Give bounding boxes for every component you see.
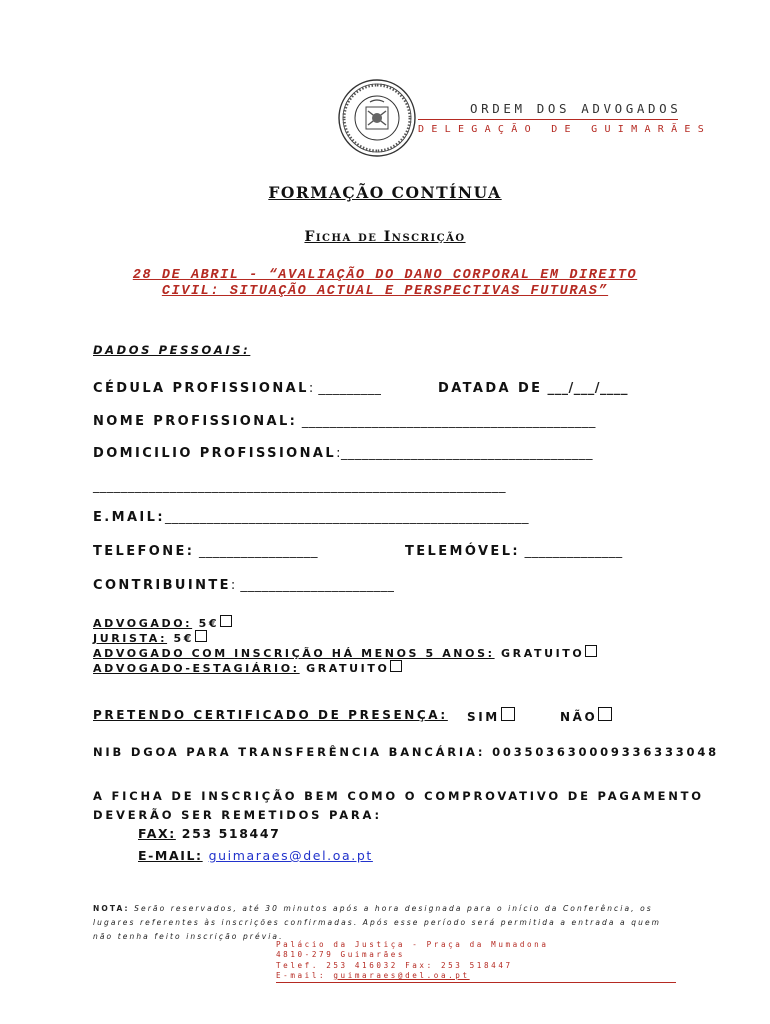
- domicilio-blank-2[interactable]: ___________________________________________________________: [93, 479, 506, 494]
- organization-name: ORDEM DOS ADVOGADOS: [470, 101, 682, 116]
- submission-line-1: A FICHA DE INSCRIÇÃO BEM COMO O COMPROVATIVO DE PAGAMENTO: [93, 789, 704, 803]
- domicilio-blank[interactable]: :____________________________________: [336, 446, 593, 461]
- footer-email-link[interactable]: guimaraes@del.oa.pt: [333, 970, 470, 980]
- certificate-no-option[interactable]: [560, 707, 612, 724]
- fax-contact: [138, 826, 280, 841]
- personal-data-heading: DADOS PESSOAIS:: [93, 343, 251, 357]
- fee-novo-advogado: [93, 645, 597, 660]
- telemovel-field[interactable]: [405, 544, 623, 559]
- certificate-yes-option[interactable]: [467, 707, 515, 724]
- fee-novo-price: GRATUITO: [494, 647, 585, 660]
- telemovel-blank[interactable]: ______________: [519, 544, 623, 559]
- fee-novo-label: ADVOGADO COM INSCRIÇÃO HÁ MENOS 5 ANOS:: [93, 647, 495, 660]
- fee-estagiario-checkbox[interactable]: [390, 660, 402, 672]
- fee-advogado-price: 5€: [192, 617, 220, 630]
- note-text: Serão reservados, até 30 minutos após a hora designada para o início da Conferência, os lugares referentes às inscrições confirmadas. Após esse período será permitida a entrada a quem não tenha feito inscrição prévia.: [93, 904, 662, 941]
- fee-estagiario-price: GRATUITO: [299, 662, 390, 675]
- footer-line-3: Telef. 253 416032 Fax: 253 518447: [276, 960, 513, 970]
- certificate-no-checkbox[interactable]: [598, 707, 612, 721]
- fee-advogado-checkbox[interactable]: [220, 615, 232, 627]
- domicilio-field[interactable]: [93, 446, 593, 461]
- contribuinte-field[interactable]: [93, 578, 394, 593]
- domicilio-label: DOMICILIO PROFISSIONAL: [93, 446, 337, 461]
- datada-label: DATADA DE: [438, 381, 543, 396]
- fee-jurista-checkbox[interactable]: [195, 630, 207, 642]
- certificate-yes-checkbox[interactable]: [501, 707, 515, 721]
- certificate-yes-label: SIM: [467, 710, 500, 724]
- fee-advogado-label: ADVOGADO:: [93, 617, 193, 630]
- event-title-line-2: CIVIL: SITUAÇÃO ACTUAL E PERSPECTIVAS FUTURAS”: [161, 284, 609, 299]
- event-title: [0, 268, 770, 300]
- telemovel-label: TELEMÓVEL:: [405, 544, 520, 559]
- nome-field[interactable]: [93, 414, 596, 429]
- fee-estagiario-label: ADVOGADO-ESTAGIÁRIO:: [93, 662, 300, 675]
- certificate-label: PRETENDO CERTIFICADO DE PRESENÇA:: [93, 708, 448, 722]
- email-contact: [138, 848, 373, 863]
- footer-rule: [276, 982, 676, 983]
- cedula-field[interactable]: [93, 381, 381, 396]
- fee-jurista-price: 5€: [167, 632, 195, 645]
- certificate-no-label: NÃO: [560, 710, 598, 724]
- footer-line-1: Palácio da Justiça - Praça da Mumadona: [276, 940, 549, 949]
- fee-novo-checkbox[interactable]: [585, 645, 597, 657]
- nib-text: NIB DGOA PARA TRANSFERÊNCIA BANCÁRIA: 003503630009336333048: [93, 745, 719, 759]
- telefone-label: TELEFONE:: [93, 544, 195, 559]
- contribuinte-label: CONTRIBUINTE: [93, 578, 231, 593]
- email-field[interactable]: [93, 510, 529, 525]
- email-blank[interactable]: ____________________________________________________: [164, 510, 529, 525]
- fee-jurista: [93, 630, 207, 645]
- footer-address: [276, 940, 549, 981]
- email-link[interactable]: guimaraes@del.oa.pt: [208, 848, 373, 863]
- contribuinte-blank[interactable]: : ______________________: [230, 578, 395, 593]
- footer-line-2: 4810-279 Guimarães: [276, 950, 406, 960]
- note-paragraph: [93, 902, 683, 944]
- email-contact-label: E-MAIL:: [138, 848, 203, 863]
- email-label: E.MAIL:: [93, 510, 165, 525]
- fax-value: 253 518447: [175, 826, 281, 841]
- note-label: NOTA:: [93, 904, 130, 913]
- domicilio-extra-line[interactable]: [93, 479, 506, 494]
- document-title: FORMAÇÃO CONTÍNUA: [268, 183, 502, 202]
- certificate-question: [93, 708, 448, 722]
- nome-label: NOME PROFISSIONAL:: [93, 414, 298, 429]
- footer-line-4: [276, 971, 549, 981]
- fax-label: FAX:: [138, 826, 176, 841]
- document-subtitle: Ficha de Inscrição: [304, 229, 466, 245]
- fee-jurista-label: JURISTA:: [93, 632, 168, 645]
- event-title-line-1: 28 DE ABRIL - “AVALIAÇÃO DO DANO CORPORAL EM DIREITO: [132, 268, 638, 283]
- delegation-name: DELEGAÇÃO DE GUIMARÃES: [418, 124, 712, 135]
- datada-blank[interactable]: ___/___/____: [542, 381, 628, 396]
- telefone-field[interactable]: [93, 544, 318, 559]
- nome-blank[interactable]: __________________________________________: [297, 414, 596, 429]
- cedula-blank[interactable]: : _________: [308, 381, 382, 396]
- header-rule: [418, 119, 678, 120]
- fee-advogado: [93, 615, 232, 630]
- datada-field[interactable]: [438, 381, 628, 396]
- telefone-blank[interactable]: _________________: [194, 544, 319, 559]
- submission-line-2: DEVERÃO SER REMETIDOS PARA:: [93, 808, 382, 822]
- footer-email-prefix: E-mail:: [276, 970, 334, 980]
- fee-estagiario: [93, 660, 402, 675]
- law-order-seal-icon: [337, 78, 417, 158]
- cedula-label: CÉDULA PROFISSIONAL: [93, 381, 309, 396]
